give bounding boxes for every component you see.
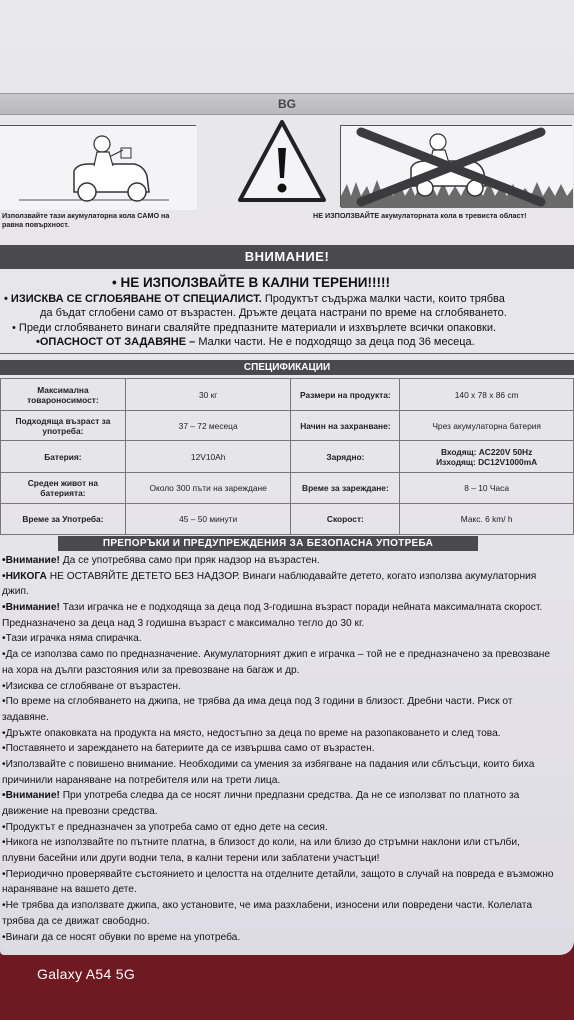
list-item-text: •Тази играчка няма спирачка. (2, 633, 142, 645)
spec-label: Начин на захранване: (291, 411, 400, 441)
list-item-bold: •Внимание! (2, 602, 60, 614)
spec-value (400, 441, 574, 473)
spec-value: Около 300 пъти на зареждане (125, 473, 291, 504)
list-item (0, 600, 574, 616)
list-item-text: При употреба следва да се носят лични предпазни средства. Да не се използват по платното за (59, 790, 520, 802)
spec-row (1, 441, 574, 473)
charger-input: Входящ: AC220V 50Hz (440, 446, 533, 457)
spec-label: Време за Употреба: (1, 504, 126, 535)
spec-label: Зарядно: (291, 441, 400, 473)
list-item-text: •Поставянето и зареждането на батериите да се извършва само от възрастен. (2, 743, 375, 755)
list-item (0, 553, 574, 569)
left-caption-line-1: Използвайте тази акумулаторна кола САМО на (2, 211, 170, 220)
spec-label: Скорост: (291, 504, 400, 535)
warning-line-5-rest: Малки части. Не е подходящо за деца под 36 месеца. (195, 336, 475, 348)
flat-surface-illustration (0, 125, 196, 209)
list-item-text: джип. (2, 586, 29, 598)
warning-line-2-bold: • ИЗИСКВА СЕ СГЛОБЯВАНЕ ОТ СПЕЦИАЛИСТ. (4, 293, 262, 305)
list-item-text: движение на превозни средства. (2, 806, 158, 817)
no-grass-icon (341, 126, 573, 208)
spec-value: 30 кг (125, 379, 291, 411)
list-item-text: НЕ ОСТАВЯЙТЕ ДЕТЕТО БЕЗ НАДЗОР. Винаги наблюдавайте детето, когато използва акумулаторния (46, 570, 537, 582)
warning-line-2 (4, 293, 505, 305)
spec-label: Максимална товароносимост: (1, 379, 126, 411)
left-caption-line-2: равна повърхност. (2, 220, 70, 229)
camera-watermark: Galaxy A54 5G (37, 966, 136, 982)
warning-line-1: • НЕ ИЗПОЛЗВАЙТЕ В КАЛНИ ТЕРЕНИ!!!!! (112, 275, 390, 290)
specs-title-bar (0, 360, 574, 375)
spec-row (1, 504, 574, 535)
car-child-icon (0, 126, 197, 210)
warning-line-5-bold: •ОПАСНОСТ ОТ ЗАДАВЯНЕ – (36, 336, 196, 348)
recommendations-title-bar (58, 536, 478, 551)
list-item-text: Предназначено за деца над 3 годишна възраст с максимално тегло до 30 кг. (2, 617, 365, 629)
list-item-text: нараняване на вашето дете. (2, 884, 137, 896)
spec-label: Време за зареждане: (291, 473, 400, 504)
list-item (0, 726, 574, 742)
language-banner (0, 93, 574, 115)
list-item (0, 788, 574, 804)
spec-value: 37 – 72 месеца (125, 411, 291, 441)
list-item (0, 710, 574, 726)
spec-label: Батерия: (1, 441, 126, 473)
list-item-text: на хора на дълги разстояния или за превозване на багаж и др. (2, 664, 300, 676)
warning-title-bar (0, 245, 574, 269)
list-item-text: трябва да се движат свободно. (2, 915, 150, 927)
list-item (0, 914, 574, 930)
spec-label: Среден живот на батерията: (1, 473, 126, 504)
list-item (0, 584, 574, 600)
charger-output: Изходящ: DC12V1000mA (436, 456, 538, 467)
list-item-text: •Не трябва да използвате джипа, ако установите, че има разхлабени, износени или повредени части. Колелата (2, 900, 532, 912)
specs-table (0, 378, 574, 535)
list-item (0, 647, 574, 663)
list-item (0, 851, 574, 867)
warning-triangle-icon (236, 118, 328, 204)
list-item-text: •Изисква се сглобяване от възрастен. (2, 680, 181, 692)
spec-row (1, 411, 574, 441)
list-item (0, 930, 574, 946)
grass-area-illustration (340, 125, 572, 207)
spec-value: 140 x 78 x 86 cm (400, 379, 574, 411)
spec-value: 45 – 50 минути (125, 504, 291, 535)
list-item (0, 694, 574, 710)
list-item (0, 867, 574, 883)
warning-line-3: да бъдат сглобени само от възрастен. Дръжте децата настрани по време на сглобяването. (40, 307, 507, 319)
list-item (0, 569, 574, 585)
left-caption (2, 211, 198, 229)
list-item-text: причинили нараняване на потребителя или на трети лица. (2, 774, 281, 786)
list-item (0, 741, 574, 757)
list-item-text: •Винаги да се носят обувки по време на употреба. (2, 931, 241, 943)
list-item (0, 882, 574, 898)
list-item-text: •Използвайте с повишено внимание. Необходими са умения за избягване на падания или сблъсъци, които биха (2, 758, 535, 770)
list-item-text: задавяне. (2, 711, 49, 723)
warning-line-5 (36, 336, 475, 348)
warning-box (0, 269, 574, 354)
spec-value: 8 – 10 Часа (400, 473, 574, 504)
list-item-text: •Никога не използвайте по пътните платна, в близост до коли, на или близо до стръмни наклони или стълби, (2, 837, 520, 849)
specs-title: СПЕЦИФИКАЦИИ (243, 362, 331, 373)
warning-title: ВНИМАНИЕ! (244, 249, 330, 264)
list-item (0, 616, 574, 632)
spec-label: Подходяща възраст за употреба: (1, 411, 126, 441)
right-caption-line: НЕ ИЗПОЛЗВАЙТЕ акумулаторната кола в тревиста област! (313, 211, 527, 220)
spec-value: 12V10Ah (125, 441, 291, 473)
list-item-bold: •Внимание! (2, 790, 60, 802)
list-item-bold: •НИКОГА (2, 570, 47, 582)
recommendations-title: ПРЕПОРЪКИ И ПРЕДУПРЕЖДЕНИЯ ЗА БЕЗОПАСНА УПОТРЕБА (102, 538, 434, 549)
spec-value: Чрез акумулаторна батерия (400, 411, 574, 441)
list-item (0, 835, 574, 851)
spec-value: Макс. 6 km/ h (400, 504, 574, 535)
list-item (0, 773, 574, 789)
list-item-text: •Да се използва само по предназначение. Акумулаторният джип е играчка – той не е предназначено за превозване (2, 649, 551, 661)
spec-row (1, 473, 574, 504)
list-item-text: •По време на сглобяването на джипа, не трябва да има деца под 3 години в близост. Дребни части. Риск от (2, 696, 513, 708)
list-item-text: •Продуктът е предназначен за употреба само от едно дете на сесия. (2, 821, 328, 833)
list-item (0, 757, 574, 773)
warning-line-4: • Преди сглобяването винаги сваляйте предпазните материали и изхвърлете всички опаковки. (12, 322, 497, 334)
spec-label: Размери на продукта: (291, 379, 400, 411)
spec-row (1, 379, 574, 411)
list-item (0, 631, 574, 647)
list-item-text: •Периодично проверявайте състоянието и целостта на отделните детайли, защото в случай на повреда е възможно (2, 868, 554, 880)
list-item (0, 820, 574, 836)
recommendations-list (0, 553, 574, 945)
list-item-text: плувни басейни или други водни тела, в кални терени или заблатени участъци! (2, 853, 380, 865)
list-item (0, 679, 574, 695)
list-item-text: Тази играчка не е подходяща за деца под 3-годишна възраст поради нейната максималната скорост. (59, 602, 543, 614)
list-item-text: •Дръжте опаковката на продукта на място, недостъпно за деца по време на разопаковането и след това. (2, 727, 501, 739)
warning-line-2-rest: Продуктът съдържа малки части, които трябва (261, 293, 505, 305)
list-item (0, 898, 574, 914)
list-item (0, 663, 574, 679)
list-item (0, 804, 574, 820)
language-code: BG (278, 97, 296, 111)
list-item-text: Да се употребява само при пряк надзор на възрастен. (59, 555, 320, 566)
list-item-bold: •Внимание! (2, 555, 60, 566)
right-caption (313, 211, 573, 220)
